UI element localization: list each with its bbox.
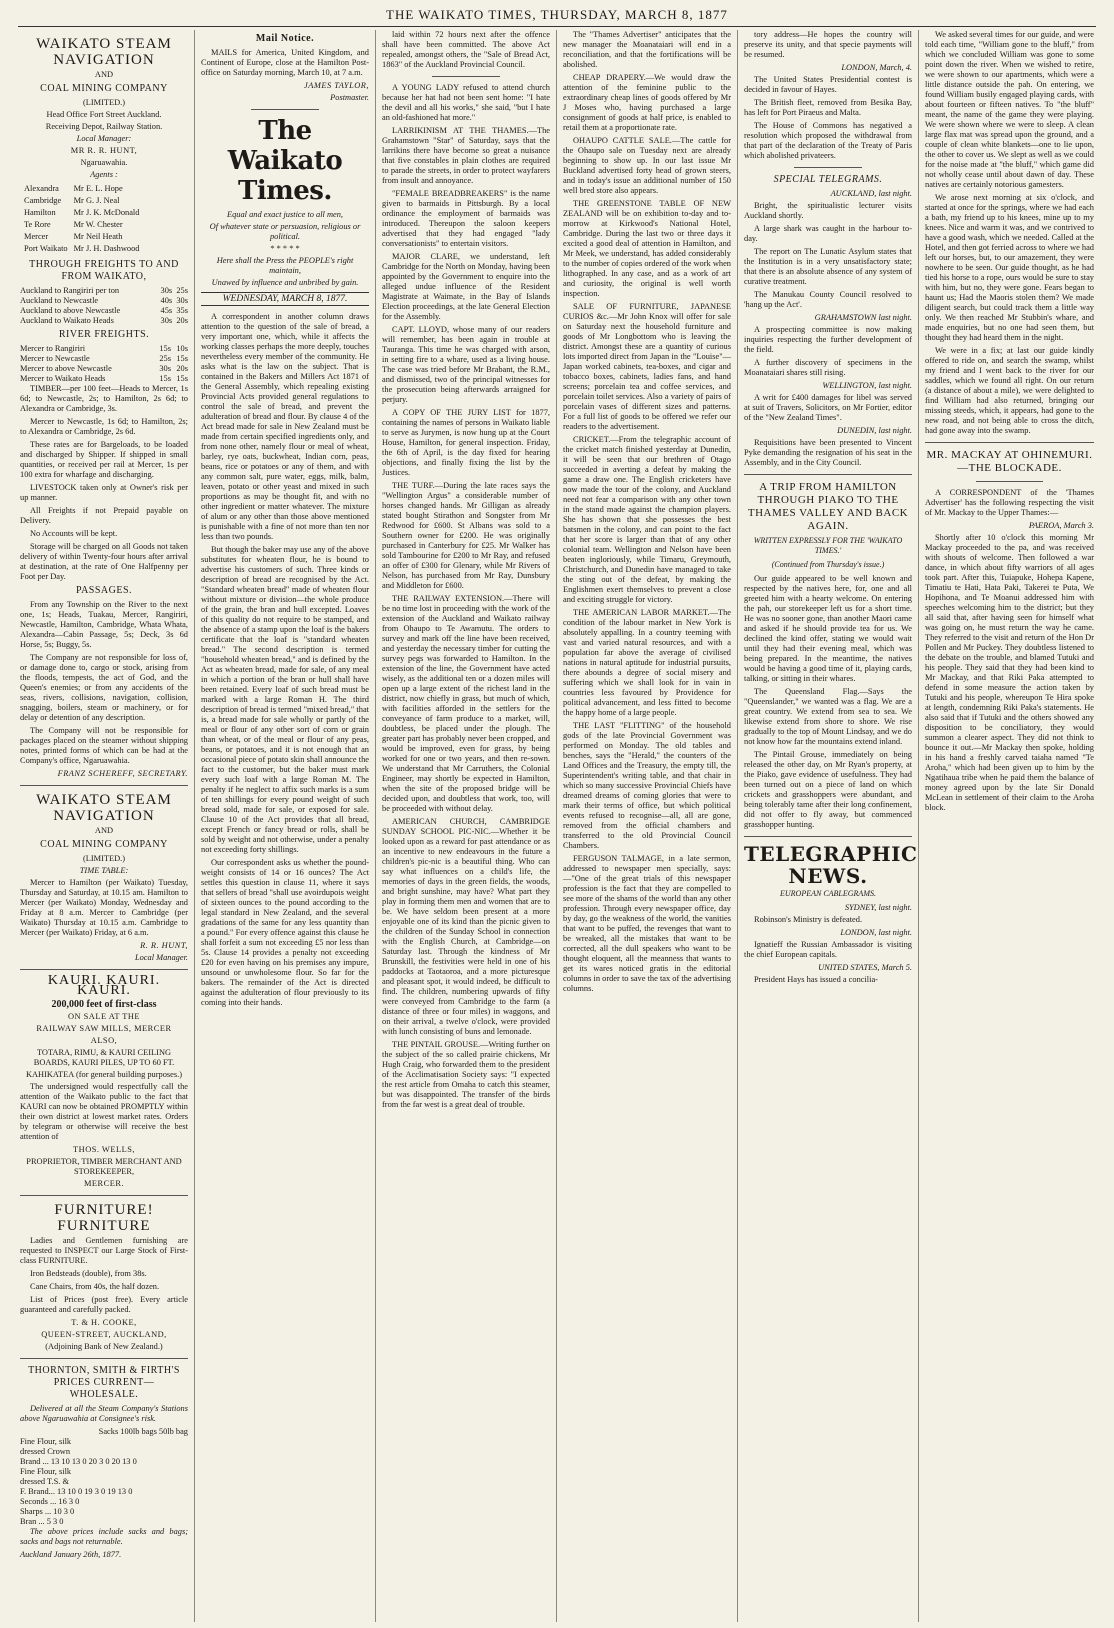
news-paragraph: LARRIKINISM AT THE THAMES.—The Grahamstown "Star" of Saturday, says that the larrikins there have become so great a nuisance that five constables in plain clothes are required to parade the streets, in order to protect wayfarers from insult and annoyance. — [382, 126, 550, 185]
trip-heading: A TRIP FROM HAMILTON THROUGH PIAKO TO THE THAMES VALLEY AND BACK AGAIN. — [747, 481, 909, 532]
news-paragraph: AMERICAN CHURCH, CAMBRIDGE SUNDAY SCHOOL PIC-NIC.—Whether it be looked upon as a reward for past attendance or as an incentive to new endeavours in the future a children's pic-nic is a beautiful thing. Who can say what influences on a child's life, the memories of days in the green fields, the woods, and bright sunshine, may have? What part they play in forming them men and women that are to be. We have seldom been present at a more enjoyable one of its kind than the picnic given to the children of the Sunday School in connection with the English Church, at Cambridge—on Saturday last. Through the kindness of Mr Brunskill, the festivities were held in one of his paddocks at Taotaoroa, and a more picturesque and pleasant spot, it would indeed, be difficult to find. The children, numbering upwards of fifty were conveyed from Cambridge to the farm (a distance of three or four miles) in waggons, and on their arrival, a twelve o'clock, were provided with lunch consisting of buns and lemonade. — [382, 817, 550, 1036]
columns — [14, 30, 1100, 1622]
ad-steam-nav-title: WAIKATO STEAM NAVIGATION — [36, 36, 172, 68]
cable-dateline: LONDON, March, 4. — [841, 63, 912, 72]
thornton-row: Seconds ... 16 3 0 — [20, 1497, 80, 1506]
passages-text: From any Township on the River to the next one, 1s; Heads, Tuakau, Mercer, Rangiriri, Newcastle, Hamilton, Cambridge, Whata Whata, Alexandra—Cabin Passage, 5s; Deck, 3s 6d Horse, 5s; Buggy, 5s. — [20, 600, 188, 649]
column-5 — [738, 30, 919, 1622]
divider — [432, 76, 499, 77]
kauri-signature-2: PROPRIETOR, TIMBER MERCHANT AND STOREKEEPER, — [26, 1157, 182, 1176]
news-paragraph: The Queensland Flag.—Says the "Queenslander," we wanted was a flag. We are a great country. We extend from sea to sea. We likewise extend from shore to shore. We rise gradually to the top of Mount Lindsay, and we do not know how far the mountains extend inland. — [744, 687, 912, 746]
ad-manager-label: Local Manager: — [76, 134, 132, 143]
trip-continued: (Continued from Thursday's issue.) — [771, 560, 885, 569]
thornton-row: dressed T.S. & — [20, 1477, 70, 1486]
ad2-limited: (LIMITED.) — [82, 854, 126, 863]
ad2-text: Mercer to Hamilton (per Waikato) Tuesday, Thursday and Saturday, at 10.15 am. Hamilton to Mercer (per Waikato) Monday, Wednesday and Friday at 8 a.m. Mercer to Cambridge (per Waikato) Thursday at 10.15 a.m. Cambridge to Mercer (per Waikato) Friday, at 6 a.m. — [20, 878, 188, 937]
ad-and: AND — [94, 70, 114, 79]
divider — [794, 167, 861, 168]
column-3 — [376, 30, 557, 1622]
ad2-signature-title: Local Manager. — [134, 953, 188, 962]
ad2-timetable: TIME TABLE: — [79, 866, 129, 875]
news-paragraph: SALE OF FURNITURE, JAPANESE CURIOS &c.—Mr John Knox will offer for sale on Saturday next the household furniture and goods of Mr Longbottom who is leaving the district. Amongst these are a quantity of curious lots imported direct from Japan in the "Louise"—Japan worked cabinets, tea-boxes, and cigar and tobacco boxes, cabinets, ladies fans, and hand screens; porcelain tea and coffee services, and porcelain toilet services. Also a variety of pairs of porcelain vases of different sizes and patterns. For a full list of goods to be offered we refer our readers to the advertisement. — [563, 302, 731, 431]
column-1 — [14, 30, 195, 1622]
river-row — [20, 354, 188, 364]
freight-row — [20, 296, 188, 306]
news-paragraph: A COPY OF THE JURY LIST for 1877, containing the names of persons in Waikato liable to serve as Jurymen, is now hung up at the Court House, Hamilton, for general inspection. Friday, the 6th of April, is the day fixed for hearing objections, and finally fixing the list by the Justices. — [382, 408, 550, 477]
trip-paragraph: We asked several times for our guide, and were told each time, "William gone to the bluff," from which we concluded William was gone to some point down the river. When we wished to retire, we were shown to our apartments, which were a little distance outside the pah. On entering, we found William busily engaged playing cards, with about fourteen or fifteen natives. To "the bluff" meant, the name of the game they were playing. We were shown where we were to sleep. A clean large flax mat was spread upon the ground, and a couple of clean white blankets—one to lie upon, the other to cover us. We slept as well as we could for the noise made at "the bluff," which game did not wholly cease until about dawn of day. These natives are certainly notorious gamesters. — [925, 30, 1094, 189]
divider — [744, 836, 912, 837]
ad-receiving: Receiving Depot, Railway Station. — [45, 122, 163, 131]
thornton-row: Sharps ... 10 3 0 — [20, 1507, 75, 1516]
agents-table — [20, 182, 143, 256]
telegram-item: The report on The Lunatic Asylum states that the Institution is in a very unsatisfactory state; that there is an absolute absence of any system of curative treatment. — [744, 247, 912, 286]
telegram-item: Bright, the spiritualistic lecturer visits Auckland shortly. — [744, 201, 912, 220]
cable-paragraph: Ignatieff the Russian Ambassador is visiting the chief European capitals. — [744, 940, 912, 959]
ad-office: Head Office Fort Street Auckland. — [46, 110, 162, 119]
agent-place: Port Waikato — [24, 244, 68, 253]
news-paragraph: CAPT. LLOYD, whose many of our readers will remember, has been again in trouble at Tauranga. This time he was charged with arson, in setting fire to a whare, used as a living house. The case was tried before Mr Brabant, the R.M., and dismissed, two of the principal witnesses for the prosecution being afterwards arraigned for perjury. — [382, 325, 550, 404]
ad2-coal-title: COAL MINING COMPANY — [40, 839, 168, 850]
telegram-item: A writ for £400 damages for libel was served at suit of Travers, Solicitors, on Mr Fortier, editor of the "New Zealand Times". — [744, 393, 912, 422]
telegram-item: The Manukau County Council resolved to 'hang up the Act'. — [744, 290, 912, 309]
passages-heading: PASSAGES. — [75, 585, 133, 596]
thornton-row: dressed Crown — [20, 1447, 71, 1456]
mackay-dateline: PAEROA, March 3. — [1028, 521, 1094, 530]
news-paragraph: A YOUNG LADY refused to attend church because her hat had not been sent home: "I hate the devil and all his works," she said, "but I hate an old-fashioned hat more." — [382, 83, 550, 122]
freight-route: Auckland to Newcastle — [20, 296, 99, 305]
divider — [251, 109, 318, 110]
divider — [925, 442, 1094, 443]
timber-text: TIMBER—per 100 feet—Heads to Mercer, 1s 6d; to Newcastle, 2s; to Hamilton, 2s 6d; to Alexandra or Cambridge, 3s. — [20, 384, 188, 413]
paper-title: The Waikato Times. — [227, 116, 343, 206]
furniture-text-2: Iron Bedsteads (double), from 38s. — [30, 1269, 147, 1278]
masthead: THE WAIKATO TIMES, THURSDAY, MARCH 8, 1877 — [18, 4, 1096, 27]
motto-line-4: Unawed by influence and unbribed by gain. — [211, 278, 359, 287]
secretary-signature: FRANZ SCHEREFF, SECRETARY. — [57, 769, 188, 778]
cable-paragraph: The British fleet, removed from Besika Bay, has left for Port Piraeus and Malta. — [744, 98, 912, 117]
freight-route: Auckland to Waikato Heads — [20, 316, 114, 325]
agent-row — [22, 184, 141, 194]
river-down: 10s — [176, 344, 188, 353]
telegram-dateline: GRAHAMSTOWN last night. — [814, 313, 912, 322]
telegram-dateline: DUNEDIN, last night. — [837, 426, 912, 435]
kauri-text-3: The undersigned would respectfully call the attention of the Waikato public to the fact that KAURI can now be obtained PROMPTLY within their own district at lowest market rates. Orders by telegram or otherwise will receive the best attention of — [20, 1082, 188, 1141]
telegram-item: A further discovery of specimens in the Moanataiari shares still rising. — [744, 358, 912, 377]
mail-signature: JAMES TAYLOR, — [304, 81, 369, 90]
rates-note: These rates are for Bargeloads, to be loaded and discharged by Shipper. If shipped in small quantities, or received per rail at Mercer, 1s per 100 extra for wharfage and discharging. — [20, 440, 188, 479]
kauri-text-2: KAHIKATEA (for general building purposes.) — [25, 1070, 183, 1079]
telegram-item: Requisitions have been presented to Vincent Pyke demanding the resignation of his seat in the Assembly, and in the City Council. — [744, 438, 912, 467]
freight-row — [20, 316, 188, 326]
agent-row — [22, 208, 141, 218]
news-paragraph: FERGUSON TALMAGE, in a late sermon, addressed to newspaper men specially, says:—"One of the great trials of this newspaper profession is the fact that they are compelled to see more of the shams of the world than any other profession. Through every newspaper office, day by day, go the weakness of the world, the vanities that want to be puffed, the revenges that want to be wreaked, all the mistakes that want to be corrected, all the dull speakers who want to be thought eloquent, all the meanness that wants to get its wares noticed gratis in the editorial columns in order to save the tax of the advertising columns. — [563, 854, 731, 993]
disclaimer-text-2: The Company will not be responsible for packages placed on the steamer without shipping notes, printed forms of which can be had at the Company's office, Ngaruawahia. — [20, 726, 188, 765]
agent-place: Alexandra — [24, 184, 59, 193]
news-paragraph: MAJOR CLARE, we understand, left Cambridge for the North on Monday, having been appointed by the Government to enquire into the alleged undue influence of the Resident Magistrate at Waimate, in the Bay of Islands Election proceedings, at the late General Election for the Assembly. — [382, 252, 550, 321]
furniture-heading: FURNITURE! FURNITURE — [54, 1202, 154, 1234]
agent-name: Mr Neil Heath — [73, 232, 123, 241]
telegram-dateline: WELLINGTON, last night. — [822, 381, 912, 390]
news-paragraph: CRICKET.—From the telegraphic account of the cricket match finished yesterday at Dunedin, it will be seen that our brethren of Otago succeeded in averting a defeat by making the game a draw one. The English cricketers have now made the tour of the colony, and Auckland need not fear a comparison with any other town in the stand made against the champion players. She has shown that she possesses the best batsmen in the colony, and can point to the fact that her score is larger than that of any other colonial team. Wellington and Nelson have been beaten ingloriously, while Timaru, Greymouth, Christchurch, and Dunedin have managed to take the sting out of the defeat, by making the Englishmen exert themselves to prevent a close and exciting struggle for victory. — [563, 435, 731, 604]
cable-paragraph: The House of Commons has negatived a resolution which proposed the withdrawal from that part of the declaration of the Treaty of Paris which abolished privateers. — [744, 121, 912, 160]
news-paragraph: THE TURF.—During the late races says the "Wellington Argus" a considerable number of horses changed hands. Mr Gilligan as already stated bought Stirathon and Songster from Mr Redwood for £600. St Albans was sold to a Southern owner for £200. He was originally purchased in Canterbury for £25. Mr Walker has sold Tambourine for £200 to Mr Ray, and refused an offer of £300 for Glenary, while Mr Rivers of Nelson, has purchased from Mr Ray, Dunsbury and Middleton for £600. — [382, 481, 550, 590]
motto-line-3: Here shall the Press the PEOPLE's right maintain, — [216, 256, 354, 275]
divider — [20, 1358, 188, 1359]
editorial-paragraph: A correspondent in another column draws attention to the question of the sale of bread, a very important one, which, while it affects the working classes perhaps the more deeply, touches nevertheless every member of the community. He asks what is the law on the subject. That is contained in the Bakers and Millers Act 1871 of the General Assembly, which repealing existing Provincial Acts provided general regulations to control the sale of bread, and prevent the adulteration of bread and flour. By clause 4 of the Act bread made for sale in New Zealand must be made from certain specified ingredients only, and from none other, namely flour or meal of wheat, barley, rye oats, buckwheat, Indian corn, peas, beans, rice or potatoes or any of them, and with any common salt, pure water, eggs, milk, balm, leaven, potato or other yeast and mixed in such proportions as may be thought fit, and with no other ingredient or matter whatever. The mixture of alum or any other than those above mentioned is punishable with a fine of not more than ten nor less than two pounds. — [201, 312, 369, 541]
river-route: Mercer to Newcastle — [20, 354, 90, 363]
freight-up: 30s — [160, 286, 173, 295]
thornton-row: Bran ... 5 3 0 — [20, 1517, 64, 1526]
trip-paragraph: We were in a fix; at last our guide kindly offered to ride on, and search the swamp, whilst my friend and I went back to the river for our saddles, which we found all right. On our return (a distance of about a mile), we were delighted to find William had also returned, bringing our missing steeds, which, it appears, had gone to the new road, and not being able to cross the ditch, had gone away into the swamp. — [925, 346, 1094, 435]
thornton-heading: THORNTON, SMITH & FIRTH'S PRICES CURRENT—WHOLESALE. — [28, 1365, 180, 1400]
ad-agents-label: Agents : — [90, 170, 118, 179]
cable-dateline: SYDNEY, last night. — [844, 903, 912, 912]
column-6 — [919, 30, 1100, 1622]
kauri-text: TOTARA, RIMU, & KAURI CEILING BOARDS, KAURI PILES, UP TO 60 FT. — [33, 1048, 175, 1067]
thornton-columns: Sacks 100lb bags 50lb bag — [98, 1427, 188, 1436]
freight-down: 20s — [176, 316, 188, 325]
river-row — [20, 374, 188, 384]
cable-dateline: LONDON, last night. — [840, 928, 912, 937]
river-down: 15s — [176, 354, 188, 363]
freight-route: Auckland to Rangiriri per ton — [20, 286, 120, 295]
kauri-signature-3: MERCER. — [83, 1179, 125, 1188]
river-up: 25s — [159, 354, 171, 363]
river-row — [20, 364, 188, 374]
column-4 — [557, 30, 738, 1622]
thornton-date: Auckland January 26th, 1877. — [20, 1550, 122, 1559]
storage-note: Storage will be charged on all Goods not taken delivery of within Twenty-four hours after arrival at destination, at the rate of One Halfpenny per Foot per Day. — [20, 542, 188, 581]
trip-paragraph: Our guide appeared to be well known and respected by the natives here, for, one and all greeted him with a hearty welcome. On entering the pah, our storekeeper left us for a short time. He was no sooner gone, than another Maori came and asked if he should provide tea for us. We declined the kind offer, stating we would wait until they had their evening meal, which was being prepared. In the meantime, the natives would be having a good time of it, playing cards, talking, or sitting in their whares. — [744, 574, 912, 683]
telegram-dateline: AUCKLAND, last night. — [830, 189, 912, 198]
river-down: 20s — [176, 364, 188, 373]
motto-line-2: Of whatever state or persuasion, religious or political. — [209, 222, 361, 241]
kauri-mills: RAILWAY SAW MILLS, MERCER — [36, 1024, 172, 1033]
ad-place: Ngaruawahia. — [80, 158, 128, 167]
agent-name: Mr W. Chester — [73, 220, 123, 229]
trip-subheading: WRITTEN EXPRESSLY FOR THE 'WAIKATO TIMES.' — [753, 536, 903, 555]
thornton-row: F. Brand... 13 10 0 19 3 0 19 13 0 — [20, 1487, 133, 1496]
divider — [976, 481, 1044, 482]
ad2-signature: R. R. HUNT, — [140, 941, 188, 950]
agent-place: Te Rore — [24, 220, 51, 229]
kauri-signature: THOS. WELLS, — [73, 1145, 135, 1154]
cable-paragraph: Robinson's Ministry is defeated. — [754, 915, 863, 924]
river-down: 15s — [176, 374, 188, 383]
freight-up: 45s — [160, 306, 173, 315]
thornton-row: Fine Flour, silk — [20, 1467, 72, 1476]
river-up: 30s — [159, 364, 171, 373]
furniture-signature-3: (Adjoining Bank of New Zealand.) — [45, 1342, 163, 1351]
thornton-row: Brand ... 13 10 13 0 20 3 0 20 13 0 — [20, 1457, 137, 1466]
river-table — [20, 344, 188, 384]
news-paragraph: laid within 72 hours next after the offence shall have been committed. The above Act repealed, amongst others, the "Sale of Bread Act, 1863" of the Auckland Provincial Council. — [382, 30, 550, 69]
agent-row — [22, 244, 141, 254]
kauri-sale: ON SALE AT THE — [67, 1012, 141, 1021]
editorial-paragraph: Our correspondent asks us whether the pound-weight consists of 14 or 16 ounces? The Act settles this question in clause 11, where it says that sellers of bread "shall use avoirdupois weight of sixteen ounces to the pound according to the legal standard in New Zealand, and the several gradations of the same for any less quantity than a pound." For every offence against this clause he shall forfeit a sum not exceeding £5 nor less than 5s. Clause 14 provides a penalty not exceeding £20 for even having on his premises any impure, unsound or unwholesome flour. So far for the bakers. The remainder of the Act is directed against the adulteration of flour previously to its coming into their hands. — [201, 858, 369, 1007]
river-heading: RIVER FREIGHTS. — [58, 329, 150, 340]
agent-place: Cambridge — [24, 196, 62, 205]
freight-down: 25s — [176, 286, 188, 295]
mackay-heading: MR. MACKAY AT OHINEMURI.—THE BLOCKADE. — [926, 449, 1093, 474]
furniture-text: Ladies and Gentlemen furnishing are requested to INSPECT our Large Stock of First-class FURNITURE. — [20, 1236, 188, 1265]
agent-name: Mr E. L. Hope — [73, 184, 123, 193]
mackay-paragraph: A CORRESPONDENT of the 'Thames Advertiser' has the following respecting the visit of Mr. Mackay to the Upper Thames:— — [925, 488, 1094, 517]
freight-route: Auckland to above Newcastle — [20, 306, 121, 315]
agent-row — [22, 196, 141, 206]
freight-down: 30s — [176, 296, 188, 305]
mackay-paragraph: Shortly after 10 o'clock this morning Mr Mackay proceeded to the pa, and was received with shouts of welcome. Then followed a war dance, in which about fifty warriors of all ages took part. After this, Tuiapuke, Hohepa Kapene, Timatiu te Hati, Hata Paki, Takerei te Puta, We Hopihona, and Te Moanui addressed him with speeches welcoming him to the district; but they all said that, after having seen for himself what was going on, he must return the way he came. They referred to the visit and return of the Hon Dr Pollen and Mr Puckey. They doubtless listened to the debate on the trouble, and blamed Tutuki and his people. They said that they had been kind to Mr Mackay, and that Riki Paka attempted to defend in some measure the action taken by Tutuki and his people, whereupon Te Hira spoke at length, condemning Riki Paka's statements. He also said that if Tutuki and the others showed any disposition to be conciliatory, they would summon a clearer aspect. They did not think to bounce it out.—Mr Mackay then spoke, holding in his hand a freshly carved taiaha named "Te Aroha," which had been given up to him by the Ngatihaua tribe when he paid them the balance of money agreed upon by the late Sir Donald McLean in settlement of their claim to the Aroha block. — [925, 533, 1094, 812]
river-row — [20, 344, 188, 354]
furniture-signature: T. & H. COOKE, — [71, 1318, 137, 1327]
divider — [744, 474, 912, 475]
telegraphic-news-heading: TELEGRAPHIC NEWS. — [744, 842, 918, 888]
divider — [20, 785, 188, 786]
news-paragraph: The Pintail Grouse, immediately on being released the other day, on Mr Ryan's property, at the Piako, gave evidence of usefulness. They had been turned out on a piece of land on which crickets and grasshoppers were abundant, and being tolerably tame after their long confinement, did not offer to fly away, but commenced grasshopper hunting. — [744, 750, 912, 829]
furniture-text-3: Cane Chairs, from 40s, the half dozen. — [30, 1282, 160, 1291]
news-paragraph: THE LAST "FLITTING" of the household gods of the late Provincial Government was performed on Monday. The old tables and benches, says the "Herald," the counters of the Land Offices and the Treasury, the empty till, the Superintendent's writing table, and that chair in which so many successive Provincial Chiefs have dreamed dreams of coming glories that were to mark their terms of office, but which political events refused to recognise—all, all are gone, removed from the official chambers and transferred to the old Provincial Council Chambers. — [563, 721, 731, 850]
trip-paragraph: We arose next morning at six o'clock, and started at once for the springs, where we had each a bath, my friend up to his knees, mine up to my knees. Nice and warm it was, and we contrived to have a good wash, which we needed. Called at the Hotel, and then got ferried across to where we had left our horses, but, to our amazement, they were nowhere to be seen. Our guide thought, as he had tied his horse to a rope, ours would be sure to stay with him, but no, they were gone. Fears began to haunt us; Had the Maoris stolen them? We made diligent search, but could track them a little way only. We then reached Mr Stubbin's whare, and made enquiries, but no one had seen them, but thought they had heard them in the night. — [925, 193, 1094, 342]
mail-signature-title: Postmaster. — [330, 93, 369, 102]
telegram-item: A large shark was caught in the harbour to-day. — [744, 224, 912, 243]
news-paragraph: THE PINTAIL GROUSE.—Writing further on the subject of the so called prairie chickens, Mr Hugh Craig, who forwarded them to the president of the Acclimatisation Society says: "I expected the rest article from Omaha to catch this steamer, but was disappointed. The transfer of the birds from the far west is a great deal of trouble. — [382, 1040, 550, 1109]
cable-paragraph: The United States Presidential contest is decided in favour of Hayes. — [744, 75, 912, 94]
accounts-note: No Accounts will be kept. — [30, 529, 118, 538]
special-telegrams-heading: SPECIAL TELEGRAMS. — [773, 174, 883, 185]
ornament: * * * * * — [270, 244, 300, 253]
news-paragraph: THE GREENSTONE TABLE OF NEW ZEALAND will be on exhibition to-day and to-morrow at Kirkwood's National Hotel, Cambridge. During the last two or three days it excited a good deal of attention in Hamilton, and Mr Meek, we understand, has added considerably to the number of copies ordered of the work when lithographed. In any case, and as a work of art and curiosity, the original is well worth inspection. — [563, 199, 731, 298]
mail-notice-heading: Mail Notice. — [255, 33, 315, 44]
paper-title-block — [201, 116, 369, 206]
divider — [20, 969, 188, 970]
cable-paragraph: tory address—He hopes the country will preserve its unity, and that specie payments will be resumed. — [744, 30, 912, 59]
cable-dateline: UNITED STATES, March 5. — [818, 963, 912, 972]
mail-notice-text: MAILS for America, United Kingdom, and Continent of Europe, close at the Hamilton Post-office on Saturday morning, March 10, at 7 a.m. — [201, 48, 369, 77]
freight-table — [20, 286, 188, 326]
freight-up: 30s — [160, 316, 173, 325]
editorial-paragraph: But though the baker may use any of the above substitutes for wheaten flour, he is bound to advertise his customers of such. Three kinds or description of bread are recognised by the Act. "Standard wheaten bread" made of wheaten flour without mixture or division—the whole produce of the grain, the bran and hull excepted. Loaves of this quality do not require to be stamped, and the absence of a stamp upon the loaf is the bakers certificate that the loaf is "standard wheaten bread." The second description is termed "household wheaten bread," and is defined by the Act as wheaten bread, made for sale, of any meal in which a portion of the bran or hull shall have been retained. Every loaf of such bread must be marked with a large Roman H. The third description of bread is termed "mixed bread," that is, a bread made for sale wholly or partly of the meal or flour of any other sort of corn or grain than wheat, or of the meal or flour of any peas, beans, or potatoes, and it is not enough that an occasional piece of potato skin shall announce the fact to the customer, but the baker must mark every such loaf with a large Roman M. The penalty if he neglect to affix such marks is a sum of ten shillings for every pound weight of such bread sold, made for sale, or exposed for sale. Clause 10 of the Act provides that all bread, except French or fancy bread or rolls, shall be sold by weight and not otherwise, under a penalty not exceeding forty shillings. — [201, 545, 369, 854]
agent-name: Mr J. H. Dashwood — [73, 244, 140, 253]
freight-up: 40s — [160, 296, 173, 305]
river-up: 15s — [159, 344, 171, 353]
river-up: 15s — [159, 374, 171, 383]
agent-row — [22, 232, 141, 242]
thornton-note: The above prices include sacks and bags; sacks and bags not returnable. — [20, 1527, 188, 1546]
ad2-and: AND — [94, 826, 114, 835]
disclaimer-text: The Company are not responsible for loss of, or damage done to, cargo or stock, arising from the floods, tempests, the act of God, and the Queen's enemies; or from any accidents of the seas, rivers, collisions, navigation, collision, snagging, boilers, steam or machinery, or for delay or detention of any description. — [20, 653, 188, 722]
furniture-signature-2: QUEEN-STREET, AUCKLAND, — [41, 1330, 167, 1339]
timber-text-2: Mercer to Newcastle, 1s 6d; to Hamilton, 2s; to Alexandra or Cambridge, 2s 6d. — [20, 417, 188, 436]
thornton-row: Fine Flour, silk — [20, 1437, 72, 1446]
news-paragraph: "FEMALE BREADBREAKERS" is the name given to barmaids in Pittsburgh. By a local ordinance the employment of barmaids was introduced. Thereupon the saloon keepers advertised that they had engaged "lady conversationists" to entertain visitors. — [382, 189, 550, 248]
news-paragraph: OHAUPO CATTLE SALE.—The cattle for the Ohaupo sale on Tuesday next are already beginning to show up. In our last issue Mr Buckland advertised forty head of grown steers, and in today's issue an additional number of 150 well bred store also appears. — [563, 136, 731, 195]
kauri-heading: KAURI. KAURI. KAURI. — [47, 973, 161, 998]
ad-coal-title: COAL MINING COMPANY — [40, 83, 168, 94]
river-route: Mercer to Rangiriri — [20, 344, 86, 353]
news-paragraph: THE AMERICAN LABOR MARKET.—The condition of the labour market in New York is absolutely appalling. In a country teeming with vast and varied natural resources, and with a population far above the average of civilised nations in natural aptitude for industrial pursuits, there abounds a degree of social misery and suffering which we shall look for in vain in countries less favoured by Providence for political advancement, and less fitted to become the happy home of a large people. — [563, 608, 731, 717]
issue-dateline: WEDNESDAY, MARCH 8, 1877. — [201, 292, 369, 306]
agent-row — [22, 220, 141, 230]
divider — [20, 1195, 188, 1196]
ad-manager: MR R. R. HUNT, — [70, 146, 138, 155]
freight-down: 35s — [176, 306, 188, 315]
livestock-note: LIVESTOCK taken only at Owner's risk per up manner. — [20, 483, 188, 502]
furniture-text-4: List of Prices (post free). Every article guaranteed and carefully packed. — [20, 1295, 188, 1314]
news-paragraph: CHEAP DRAPERY.—We would draw the attention of the feminine public to the extraordinary cheap lines of goods offered by Mr J Moses who, having purchased a large consignment of goods at half price, is enabled to retail them at a proportionate rate. — [563, 73, 731, 132]
freight-row — [20, 286, 188, 296]
agent-place: Mercer — [24, 232, 49, 241]
news-paragraph: The "Thames Advertiser" anticipates that the new manager the Moanataiari will end in a reconciliation, and that the fortifications will be abolished. — [563, 30, 731, 69]
ad2-title: WAIKATO STEAM NAVIGATION — [36, 792, 172, 824]
kauri-also: ALSO, — [90, 1036, 118, 1045]
telegram-item: A prospecting committee is now making inquiries respecting the further development of the field. — [744, 325, 912, 354]
freight-heading: THROUGH FREIGHTS TO AND FROM WAIKATO, — [29, 259, 179, 282]
column-2 — [195, 30, 376, 1622]
motto-line-1: Equal and exact justice to all men, — [226, 210, 344, 219]
river-route: Mercer to above Newcastle — [20, 364, 112, 373]
news-paragraph: THE RAILWAY EXTENSION.—There will be no time lost in proceeding with the work of the extension of the Auckland and Waikato railway from Ohaupo to Te Awamutu. The orders to survey and mark off the line have been received, and yesterday the necessary timber for cutting the survey pegs was forwarded to Hamilton. In the extension of the line, the Government have acted wisely, as the additional ten or a dozen miles will open up a large extent of the richest land in the district, now chiefly in grass, but much of which, with facilities afforded in the settlers for the conveyance of farm produce to a market, will, doubtless, be placed under the plough. The greater part has probably never been cropped, and would be improved, even for grass, by being worked for one or two years, and then re-sown. We understand that Mr Carruthers, the Colonial Engineer, may shortly be expected in Hamilton, when the site of the proposed bridge will be decided upon, and doubtless that work, too, will be proceeded with without delay. — [382, 594, 550, 813]
ad-limited: (LIMITED.) — [82, 98, 126, 107]
thornton-sub: Delivered at all the Steam Company's Stations above Ngaruawahia at Consignee's risk. — [20, 1404, 188, 1423]
river-route: Mercer to Waikato Heads — [20, 374, 106, 383]
agent-place: Hamilton — [24, 208, 56, 217]
freight-note: All Freights if not Prepaid payable on Delivery. — [20, 506, 188, 525]
freight-row — [20, 306, 188, 316]
cable-paragraph: President Hays has issued a concilia- — [754, 975, 878, 984]
european-cablegrams-heading: EUROPEAN CABLEGRAMS. — [780, 889, 876, 898]
agent-name: Mr J. K. McDonald — [73, 208, 140, 217]
agent-name: Mr G. J. Neal — [73, 196, 120, 205]
kauri-amount: 200,000 feet of first-class — [51, 999, 157, 1010]
